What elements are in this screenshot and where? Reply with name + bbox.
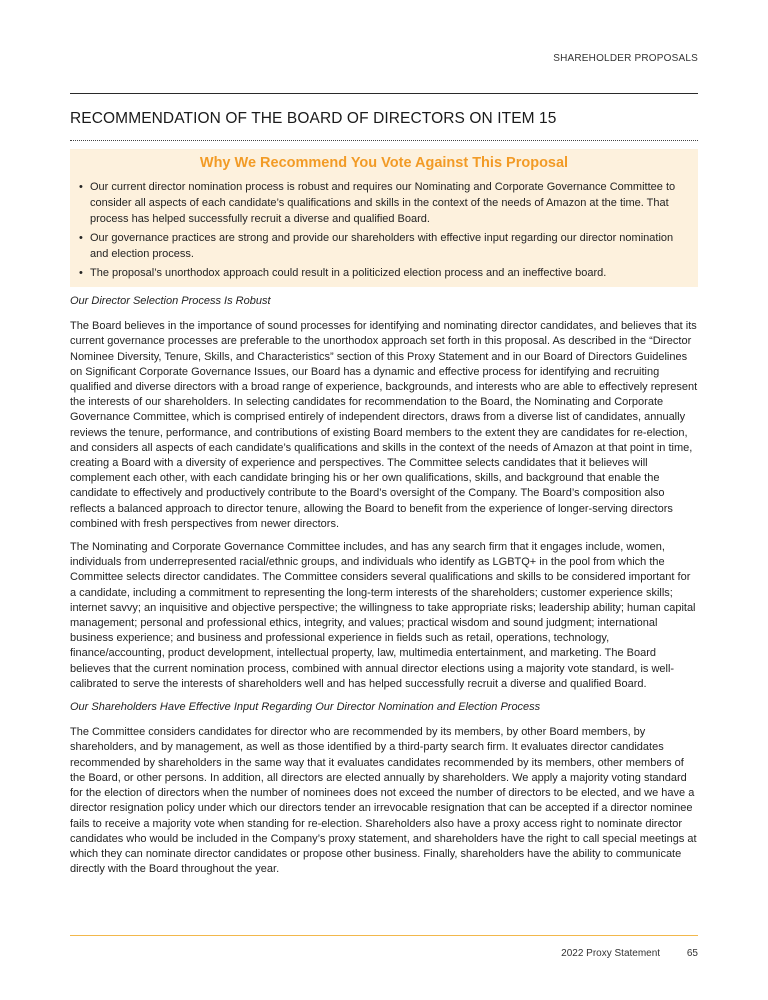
body-paragraph: The Committee considers candidates for director who are recommended by its members, by other Board members, by shareholders, and by management, as well as those identified by a third-party search firm. It evaluates director candidates recommended by shareholders in the same way that it evaluates candidates recommended by its members, other members of the Board, or other persons. In addition, all directors are elected annually by shareholders. We apply a majority voting standard for the election of directors when the number of nominees does not exceed the number of directors to be elected, and we have a director resignation policy under which our directors tender an irrevocable resignation that can be accepted if a director nominee fails to receive a majority vote when standing for re-election. Shareholders also have a proxy access right to nominate director candidates who would be included in the Company’s proxy statement, and shareholders have the right to call special meetings at which they can nominate director candidates or propose other business. Finally, shareholders have the ability to communicate directly with the Board throughout the year.: [70, 726, 697, 876]
dotted-divider: [70, 140, 698, 141]
callout-title: Why We Recommend You Vote Against This Proposal: [199, 155, 569, 171]
subheading-selection-process: Our Director Selection Process Is Robust: [70, 295, 271, 307]
callout-bullet: • The proposal’s unorthodox approach could result in a politicized election process and an ineffective board.: [78, 265, 690, 281]
callout-bullet-list: [78, 179, 690, 281]
section-title: RECOMMENDATION OF THE BOARD OF DIRECTORS ON ITEM 15: [70, 110, 557, 127]
header-divider: [70, 93, 698, 94]
body-paragraph: The Board believes in the importance of sound processes for identifying and nominating director candidates, and believes that its current governance processes are preferable to the unorthodox approach set forth in this proposal. As described in the “Director Nominee Diversity, Tenure, Skills, and Characteristics” section of this Proxy Statement and in our Board of Directors Guidelines on Significant Corporate Governance Issues, our Board has a dynamic and effective process for identifying and recruiting qualified and diverse directors with a broad range of experience, backgrounds, and interests who are able to effectively represent the interests of our shareholders. In selecting candidates for recommendation to the Board, the Nominating and Corporate Governance Committee, which is comprised entirely of independent directors, draws from a diverse list of candidates, annually reviews the tenure, performance, and contributions of existing Board members to the extent they are candidates for re-election, and considers all aspects of each candidate’s qualifications and skills in the context of the needs of Amazon at that point in time, creating a Board with a diversity of experience and perspectives. The Committee selects candidates that it believes will complement each other, with each candidate bringing his or her own qualifications, skills, and background that enable the candidate to effectively and productively contribute to the Board’s oversight of the Company. The Board’s composition also reflects a balanced approach to director tenure, allowing the Board to benefit from the experience of longer-serving directors combined with fresh perspectives from newer directors.: [70, 320, 698, 530]
subheading-shareholder-input: Our Shareholders Have Effective Input Regarding Our Director Nomination and Election Process: [70, 701, 541, 714]
footer-doc-title: 2022 Proxy Statement: [561, 948, 661, 959]
recommendation-callout: [70, 149, 698, 287]
body-paragraph: The Nominating and Corporate Governance Committee includes, and has any search firm that it engages include, women, individuals from underrepresented racial/ethnic groups, and individuals who identify as LGBTQ+ in the pool from which the Committee selects director candidates. The Committee considers several qualifications and skills to be considered important for a candidate, including a commitment to representing the long-term interests of the shareholders; customer experience skills; internet savvy; an inquisitive and objective perspective; the willingness to take appropriate risks; leadership ability; human capital management; personal and professional ethics, integrity, and values; practical wisdom and sound judgment; international business experience; and business and professional experience in fields such as retail, operations, technology, finance/accounting, product development, intellectual property, law, multimedia entertainment, and marketing. The Board believes that the current nomination process, combined with annual director elections using a majority vote standard, is well-calibrated to serve the interests of shareholders well and has helped successfully recruit a diverse and qualified Board.: [70, 541, 696, 690]
page-number: 65: [686, 948, 698, 959]
running-header: SHAREHOLDER PROPOSALS: [553, 53, 698, 64]
callout-bullet: • Our governance practices are strong and provide our shareholders with effective input regarding our director nomination and election process.: [78, 230, 690, 262]
callout-bullet: • Our current director nomination process is robust and requires our Nominating and Corporate Governance Committee to consider all aspects of each candidate’s qualifications and skills in the context of the needs of Amazon at the time. That process has helped successfully recruit a diverse and qualified Board.: [78, 179, 690, 227]
body-text: [70, 294, 698, 885]
footer-divider: [70, 935, 698, 936]
page-footer: [561, 948, 698, 959]
